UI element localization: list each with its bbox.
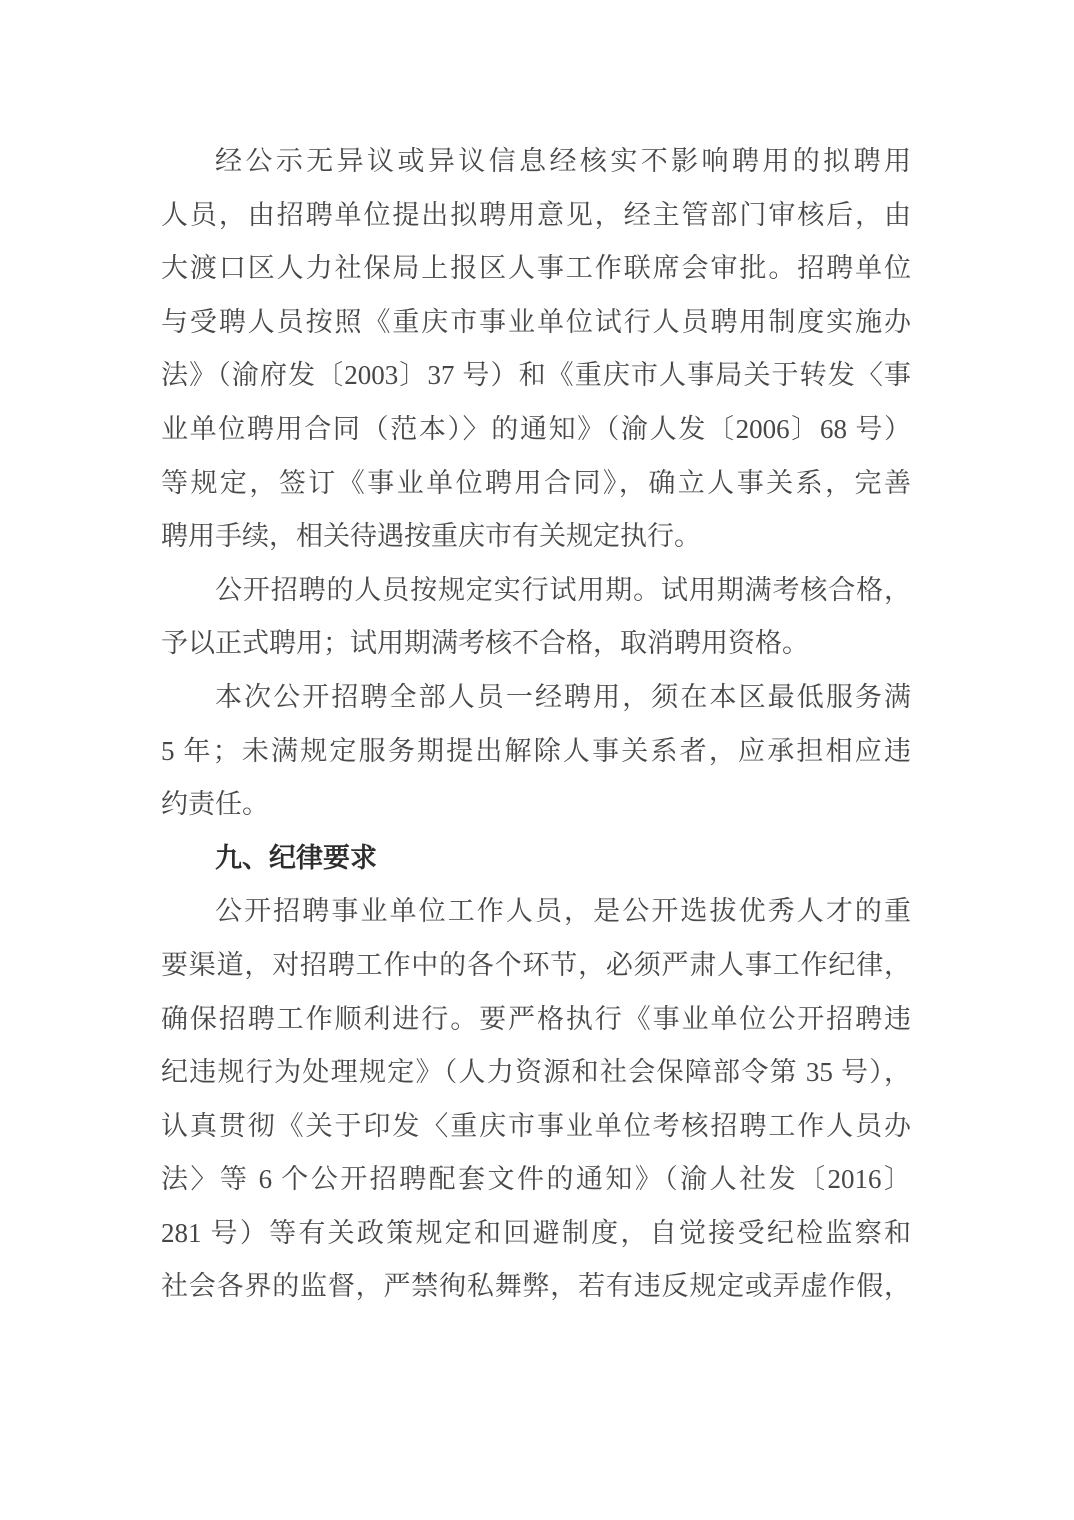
text-line: 法》（渝府发〔2003〕37 号）和《重庆市人事局关于转发〈事 [161,360,911,391]
document-body [161,135,911,1314]
text-line: 确保招聘工作顺利进行。要严格执行《事业单位公开招聘违 [161,1003,911,1034]
text-line: 法〉等 6 个公开招聘配套文件的通知》（渝人社发〔2016〕 [161,1164,911,1195]
text-line: 经公示无异议或异议信息经核实不影响聘用的拟聘用 [215,146,911,176]
text-line: 约责任。 [161,789,269,820]
text-line: 与受聘人员按照《重庆市事业单位试行人员聘用制度实施办 [161,306,911,337]
text-line: 认真贯彻《关于印发〈重庆市事业单位考核招聘工作人员办 [161,1110,911,1141]
text-line: 公开招聘事业单位工作人员，是公开选拔优秀人才的重 [215,896,911,927]
text-line: 大渡口区人力社保局上报区人事工作联席会审批。招聘单位 [161,253,911,284]
text-line: 等规定，签订《事业单位聘用合同》，确立人事关系，完善 [161,467,911,498]
text-line: 予以正式聘用；试用期满考核不合格，取消聘用资格。 [161,628,809,659]
text-line: 人员，由招聘单位提出拟聘用意见，经主管部门审核后，由 [161,199,911,230]
text-line: 公开招聘的人员按规定实行试用期。试用期满考核合格， [215,574,911,605]
text-line: 聘用手续，相关待遇按重庆市有关规定执行。 [161,521,701,552]
text-line: 业单位聘用合同（范本）〉的通知》（渝人发〔2006〕68 号） [161,413,911,444]
text-line: 纪违规行为处理规定》（人力资源和社会保障部令第 35 号）， [161,1057,911,1088]
text-line: 社会各界的监督，严禁徇私舞弊，若有违反规定或弄虚作假， [161,1271,911,1302]
text-line: 要渠道，对招聘工作中的各个环节，必须严肃人事工作纪律， [161,949,911,980]
text-line: 本次公开招聘全部人员一经聘用，须在本区最低服务满 [215,681,911,712]
text-line: 5 年；未满规定服务期提出解除人事关系者，应承担相应违 [161,735,911,766]
section-heading: 九、纪律要求 [215,842,377,873]
text-line: 281 号）等有关政策规定和回避制度，自觉接受纪检监察和 [161,1217,911,1248]
